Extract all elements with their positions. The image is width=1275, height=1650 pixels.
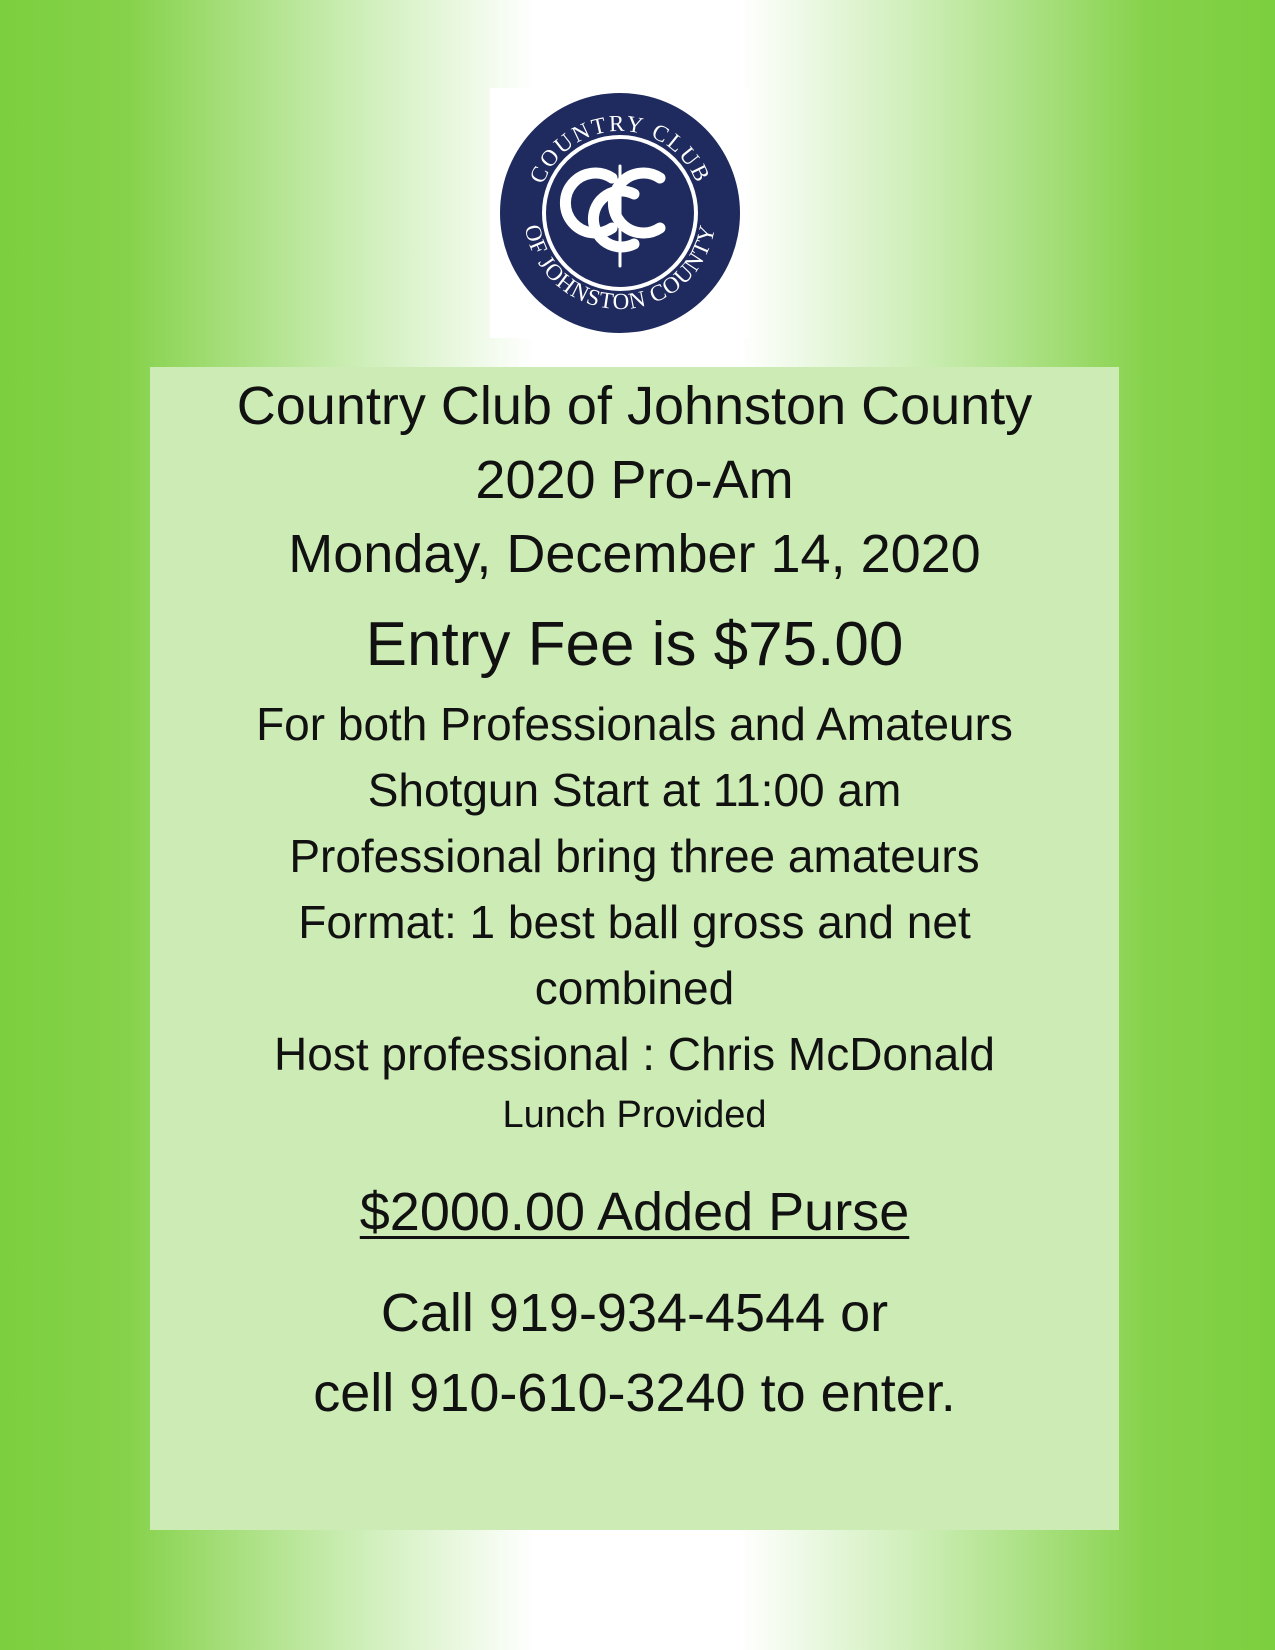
event-info-panel — [150, 367, 1119, 1530]
contact-phone-line: Call 919-934-4544 or — [380, 1283, 889, 1343]
seal-bottom-text: OF JOHNSTON COUNTY — [519, 222, 721, 315]
entry-fee: Entry Fee is $75.00 — [365, 610, 904, 679]
format-text: Format: 1 best ball gross and net — [298, 896, 971, 948]
format-text-continued: combined — [534, 962, 735, 1014]
host-professional-text: Host professional : Chris McDonald — [274, 1028, 995, 1080]
country-club-seal-icon — [490, 88, 749, 338]
added-purse-label: $2000.00 Added Purse — [359, 1182, 910, 1242]
start-time-text: Shotgun Start at 11:00 am — [367, 764, 902, 816]
eligibility-text: For both Professionals and Amateurs — [256, 698, 1013, 750]
event-title-name: 2020 Pro-Am — [475, 450, 794, 510]
event-title-club: Country Club of Johnston County — [236, 376, 1033, 436]
event-date: Monday, December 14, 2020 — [288, 524, 981, 584]
team-text: Professional bring three amateurs — [289, 830, 980, 882]
club-logo — [490, 88, 749, 338]
lunch-text: Lunch Provided — [502, 1094, 767, 1136]
seal-top-text: COUNTRY CLUB — [524, 110, 716, 188]
contact-cell-line: cell 910-610-3240 to enter. — [313, 1363, 956, 1423]
added-purse — [150, 1177, 1119, 1247]
